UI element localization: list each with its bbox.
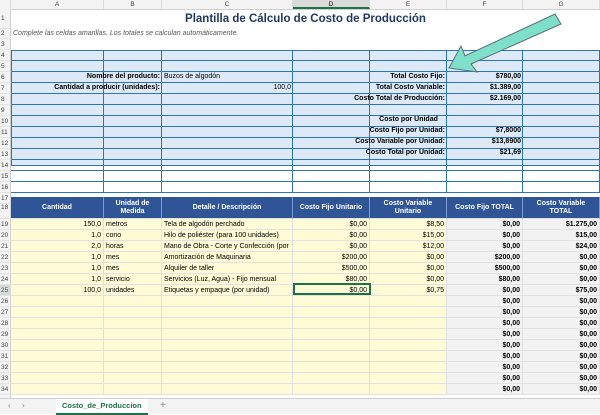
column-header-b[interactable]: B [104, 0, 162, 9]
row-number[interactable]: 28 [0, 318, 11, 329]
summary-cell[interactable] [162, 138, 293, 149]
summary-cell[interactable] [370, 160, 447, 171]
summary-cell[interactable] [293, 182, 370, 193]
cell-fijo-total[interactable]: $0,00 [447, 329, 523, 340]
summary-cell[interactable] [162, 105, 293, 116]
table-row [11, 263, 600, 274]
summary-cell[interactable] [523, 149, 600, 160]
cell-detalle[interactable] [162, 318, 293, 329]
total-production-value: $2.169,00 [489, 95, 521, 102]
cell-variable-unitario[interactable] [370, 340, 447, 351]
summary-cell[interactable] [162, 50, 293, 61]
cell-cantidad[interactable] [11, 296, 104, 307]
cell-fijo-unitario[interactable]: $0,00 [293, 230, 370, 241]
summary-cell[interactable] [447, 171, 523, 182]
summary-cell[interactable] [523, 105, 600, 116]
row-number[interactable]: 34 [0, 384, 11, 395]
summary-cell[interactable] [447, 182, 523, 193]
cell-fijo-unitario[interactable] [293, 351, 370, 362]
cell-variable-total[interactable]: $0,00 [523, 373, 600, 384]
cell-fijo-unitario[interactable] [293, 373, 370, 384]
row-number[interactable]: 24 [0, 274, 11, 285]
cost-per-unit-heading: Costo por Unidad [379, 116, 438, 123]
cell-variable-total[interactable]: $0,00 [523, 263, 600, 274]
cell-unidad[interactable]: unidades [104, 285, 162, 296]
cell-detalle[interactable] [162, 373, 293, 384]
cell-fijo-total[interactable]: $80,00 [447, 274, 523, 285]
summary-cell[interactable] [104, 116, 162, 127]
column-header-e[interactable]: E [370, 0, 447, 9]
summary-cell[interactable] [104, 182, 162, 193]
cell-variable-unitario[interactable]: $15,00 [370, 230, 447, 241]
table-row [11, 241, 600, 252]
cell-fijo-unitario[interactable]: $0,00 [293, 285, 370, 296]
summary-cell[interactable] [523, 182, 600, 193]
header-fijo-total: Costo Fijo TOTAL [447, 197, 523, 219]
summary-cell[interactable] [104, 160, 162, 171]
cell-fijo-total[interactable]: $0,00 [447, 241, 523, 252]
quantity-label: Cantidad a producir (unidades): [54, 84, 160, 91]
table-row [11, 373, 600, 384]
row-number[interactable]: 19 [0, 219, 11, 230]
summary-cell[interactable] [293, 61, 370, 72]
table-row [11, 230, 600, 241]
summary-cell[interactable] [523, 116, 600, 127]
cell-unidad[interactable]: mes [104, 263, 162, 274]
cell-fijo-unitario[interactable] [293, 362, 370, 373]
row-number[interactable]: 32 [0, 362, 11, 373]
cell-detalle[interactable] [162, 329, 293, 340]
next-sheet-icon[interactable]: › [22, 401, 25, 410]
cell-variable-total[interactable]: $0,00 [523, 351, 600, 362]
cell-variable-total[interactable]: $1.275,00 [523, 219, 600, 230]
cell-variable-unitario[interactable]: $0,75 [370, 285, 447, 296]
column-header-g[interactable]: G [523, 0, 600, 9]
cell-fijo-total[interactable]: $0,00 [447, 230, 523, 241]
summary-cell[interactable] [523, 160, 600, 171]
summary-cell[interactable] [523, 127, 600, 138]
row-number[interactable]: 33 [0, 373, 11, 384]
fixed-per-unit-value: $7,8000 [495, 127, 521, 134]
cell-fijo-total[interactable]: $0,00 [447, 384, 523, 395]
cell-unidad[interactable] [104, 307, 162, 318]
cell-unidad[interactable] [104, 318, 162, 329]
row-number[interactable]: 4 [0, 50, 11, 61]
row-number[interactable]: 17 [0, 193, 11, 204]
cell-cantidad[interactable] [11, 384, 104, 395]
cell-fijo-total[interactable]: $0,00 [447, 219, 523, 230]
cell-fijo-total[interactable]: $0,00 [447, 285, 523, 296]
table-row [11, 329, 600, 340]
cell-fijo-unitario[interactable] [293, 340, 370, 351]
row-number[interactable]: 29 [0, 329, 11, 340]
cell-fijo-total[interactable]: $0,00 [447, 362, 523, 373]
cell-variable-unitario[interactable] [370, 329, 447, 340]
total-production-label: Costo Total de Producción: [354, 95, 445, 102]
table-row [11, 307, 600, 318]
cell-variable-unitario[interactable] [370, 351, 447, 362]
cell-cantidad[interactable] [11, 351, 104, 362]
cell-unidad[interactable] [104, 362, 162, 373]
header-cantidad: Cantidad [11, 197, 104, 219]
header-variable-total: Costo Variable TOTAL [523, 197, 600, 219]
cell-fijo-unitario[interactable]: $0,00 [293, 241, 370, 252]
cell-detalle[interactable] [162, 362, 293, 373]
total-variable-label: Total Costo Variable: [375, 84, 445, 91]
cell-fijo-unitario[interactable]: $500,00 [293, 263, 370, 274]
total-variable-value: $1.389,00 [489, 84, 521, 91]
row-number[interactable]: 13 [0, 149, 11, 160]
table-row [11, 296, 600, 307]
cell-unidad[interactable]: metros [104, 219, 162, 230]
add-sheet-button[interactable]: + [160, 400, 166, 411]
header-variable-unitario: Costo Variable Unitario [370, 197, 447, 219]
cell-cantidad[interactable]: 150,0 [11, 219, 104, 230]
cell-fijo-total[interactable]: $0,00 [447, 307, 523, 318]
column-header-bar [0, 0, 600, 10]
cell-detalle[interactable]: Etiquetas y empaque (por unidad) [162, 285, 293, 296]
product-name-value[interactable]: Buzos de algodón [164, 73, 221, 80]
column-header-f[interactable]: F [447, 0, 523, 9]
table-row [11, 219, 600, 230]
summary-cell[interactable] [162, 182, 293, 193]
column-header-a[interactable]: A [11, 0, 104, 9]
table-row [11, 340, 600, 351]
cell-fijo-unitario[interactable]: $80,00 [293, 274, 370, 285]
table-row [11, 384, 600, 395]
summary-cell[interactable] [104, 105, 162, 116]
summary-cell[interactable] [11, 105, 104, 116]
row-number[interactable]: 2 [0, 29, 11, 39]
row-number[interactable]: 31 [0, 351, 11, 362]
summary-cell[interactable] [11, 127, 104, 138]
row-number[interactable]: 30 [0, 340, 11, 351]
cell-variable-total[interactable]: $0,00 [523, 307, 600, 318]
cell-detalle[interactable] [162, 340, 293, 351]
row-number[interactable]: 5 [0, 61, 11, 72]
cell-variable-total[interactable]: $0,00 [523, 340, 600, 351]
summary-cell[interactable] [447, 105, 523, 116]
table-row [11, 351, 600, 362]
cell-detalle[interactable] [162, 307, 293, 318]
summary-cell[interactable] [11, 149, 104, 160]
row-number[interactable]: 8 [0, 94, 11, 105]
header-fijo-unitario: Costo Fijo Unitario [293, 197, 370, 219]
cell-cantidad[interactable]: 1,0 [11, 230, 104, 241]
cell-variable-total[interactable]: $24,00 [523, 241, 600, 252]
cell-fijo-total[interactable]: $0,00 [447, 373, 523, 384]
cell-detalle[interactable]: Alquiler de taller [162, 263, 293, 274]
cell-variable-unitario[interactable]: $0,00 [370, 252, 447, 263]
total-per-unit-value: $21,69 [499, 149, 521, 156]
cell-variable-total[interactable]: $0,00 [523, 252, 600, 263]
cell-unidad[interactable] [104, 296, 162, 307]
total-fixed-label: Total Costo Fijo: [390, 73, 445, 80]
sheet-tab-costo[interactable]: Costo_de_Produccion [56, 399, 148, 415]
cell-cantidad[interactable] [11, 340, 104, 351]
cell-fijo-unitario[interactable] [293, 307, 370, 318]
cell-cantidad[interactable] [11, 373, 104, 384]
table-header-row [11, 197, 600, 219]
row-number[interactable]: 26 [0, 296, 11, 307]
row-number[interactable]: 20 [0, 230, 11, 241]
row-number[interactable]: 3 [0, 39, 11, 50]
summary-cell[interactable] [523, 83, 600, 94]
column-header-c[interactable]: C [162, 0, 293, 9]
cell-unidad[interactable] [104, 351, 162, 362]
cell-detalle[interactable] [162, 296, 293, 307]
summary-cell[interactable] [11, 171, 104, 182]
summary-cell[interactable] [104, 171, 162, 182]
cell-cantidad[interactable]: 2,0 [11, 241, 104, 252]
summary-cell[interactable] [162, 94, 293, 105]
cell-fijo-unitario[interactable]: $200,00 [293, 252, 370, 263]
summary-cell[interactable] [104, 138, 162, 149]
arrow-icon [447, 10, 567, 76]
total-per-unit-label: Costo Total por Unidad: [365, 149, 445, 156]
summary-cell[interactable] [11, 138, 104, 149]
summary-cell[interactable] [162, 149, 293, 160]
cell-variable-total[interactable]: $0,00 [523, 329, 600, 340]
cell-variable-total[interactable]: $0,00 [523, 362, 600, 373]
summary-cell[interactable] [370, 50, 447, 61]
cell-cantidad[interactable]: 1,0 [11, 274, 104, 285]
cell-cantidad[interactable] [11, 362, 104, 373]
summary-cell[interactable] [162, 160, 293, 171]
cell-fijo-unitario[interactable] [293, 296, 370, 307]
summary-cell[interactable] [162, 116, 293, 127]
summary-cell[interactable] [11, 50, 104, 61]
cell-fijo-total[interactable]: $500,00 [447, 263, 523, 274]
cell-variable-unitario[interactable] [370, 307, 447, 318]
cell-cantidad[interactable] [11, 307, 104, 318]
row-number[interactable]: 9 [0, 105, 11, 116]
row-number[interactable]: 14 [0, 160, 11, 171]
total-fixed-value: $780,00 [495, 73, 521, 80]
variable-per-unit-value: $13,8900 [491, 138, 521, 145]
cell-detalle[interactable]: Mano de Obra - Corte y Confección (por [162, 241, 293, 252]
summary-cell[interactable] [523, 171, 600, 182]
cell-detalle[interactable]: Servicios (Luz, Agua) - Fijo mensual [162, 274, 293, 285]
row-number[interactable]: 25 [0, 285, 11, 296]
cell-cantidad[interactable] [11, 329, 104, 340]
summary-cell[interactable] [370, 182, 447, 193]
row-number[interactable]: 22 [0, 252, 11, 263]
variable-per-unit-label: Costo Variable por Unidad: [355, 138, 445, 145]
row-number[interactable]: 1 [0, 9, 11, 29]
summary-cell[interactable] [104, 149, 162, 160]
summary-cell[interactable] [162, 127, 293, 138]
cell-unidad[interactable]: horas [104, 241, 162, 252]
cell-variable-unitario[interactable]: $0,00 [370, 274, 447, 285]
cell-detalle[interactable]: Hilo de poliéster (para 100 unidades) [162, 230, 293, 241]
summary-cell[interactable] [11, 160, 104, 171]
cell-fijo-total[interactable]: $0,00 [447, 340, 523, 351]
row-number[interactable]: 21 [0, 241, 11, 252]
cell-cantidad[interactable] [11, 318, 104, 329]
summary-cell[interactable] [293, 50, 370, 61]
cell-fijo-unitario[interactable] [293, 384, 370, 395]
table-row [11, 362, 600, 373]
product-name-label: Nombre del producto: [86, 73, 160, 80]
cell-fijo-total[interactable]: $0,00 [447, 296, 523, 307]
row-number[interactable]: 18 [0, 197, 11, 219]
cell-detalle[interactable]: Tela de algodón perchado [162, 219, 293, 230]
summary-cell[interactable] [370, 171, 447, 182]
summary-cell[interactable] [104, 94, 162, 105]
cell-cantidad[interactable]: 1,0 [11, 252, 104, 263]
cell-unidad[interactable]: mes [104, 252, 162, 263]
summary-cell[interactable] [11, 116, 104, 127]
cell-unidad[interactable] [104, 373, 162, 384]
cell-variable-total[interactable]: $75,00 [523, 285, 600, 296]
cell-variable-total[interactable]: $15,00 [523, 230, 600, 241]
row-number[interactable]: 27 [0, 307, 11, 318]
cell-unidad[interactable] [104, 384, 162, 395]
row-number[interactable]: 15 [0, 171, 11, 182]
row-number[interactable]: 10 [0, 116, 11, 127]
cell-variable-total[interactable]: $0,00 [523, 274, 600, 285]
summary-cell[interactable] [447, 160, 523, 171]
cell-variable-unitario[interactable] [370, 384, 447, 395]
prev-sheet-icon[interactable]: ‹ [8, 401, 11, 410]
row-number[interactable]: 7 [0, 83, 11, 94]
table-row [11, 318, 600, 329]
cell-fijo-total[interactable]: $0,00 [447, 318, 523, 329]
sheet-tab-bar [0, 398, 600, 414]
cell-variable-unitario[interactable]: $0,00 [370, 263, 447, 274]
quantity-value[interactable]: 100,0 [273, 84, 291, 91]
cell-variable-total[interactable]: $0,00 [523, 384, 600, 395]
summary-cell[interactable] [293, 105, 370, 116]
cell-fijo-total[interactable]: $200,00 [447, 252, 523, 263]
summary-cell[interactable] [11, 94, 104, 105]
page-title: Plantilla de Cálculo de Costo de Producción [185, 13, 426, 25]
cell-variable-unitario[interactable]: $8,50 [370, 219, 447, 230]
cell-cantidad[interactable]: 100,0 [11, 285, 104, 296]
cell-unidad[interactable]: servicio [104, 274, 162, 285]
table-row [11, 252, 600, 263]
summary-cell[interactable] [162, 171, 293, 182]
summary-cell[interactable] [523, 138, 600, 149]
cell-fijo-total[interactable]: $0,00 [447, 351, 523, 362]
cell-cantidad[interactable]: 1,0 [11, 263, 104, 274]
cell-variable-total[interactable]: $0,00 [523, 318, 600, 329]
cell-detalle[interactable] [162, 351, 293, 362]
summary-cell[interactable] [523, 94, 600, 105]
cell-fijo-unitario[interactable]: $0,00 [293, 219, 370, 230]
cell-variable-unitario[interactable]: $12,00 [370, 241, 447, 252]
fixed-per-unit-label: Costo Fijo por Unidad: [369, 127, 445, 134]
selected-cell[interactable] [293, 283, 371, 295]
summary-cell[interactable] [104, 127, 162, 138]
row-number[interactable]: 16 [0, 182, 11, 193]
cell-variable-unitario[interactable] [370, 318, 447, 329]
row-number[interactable]: 23 [0, 263, 11, 274]
row-number[interactable]: 6 [0, 72, 11, 83]
instructions-text: Complete las celdas amarillas. Los totales se calculan automáticamente. [13, 30, 239, 37]
cell-fijo-unitario[interactable] [293, 318, 370, 329]
cell-variable-unitario[interactable] [370, 373, 447, 384]
summary-cell[interactable] [293, 72, 370, 83]
summary-cell[interactable] [11, 182, 104, 193]
cell-fijo-unitario[interactable] [293, 329, 370, 340]
cell-unidad[interactable] [104, 340, 162, 351]
row-number[interactable]: 12 [0, 138, 11, 149]
cell-detalle[interactable] [162, 384, 293, 395]
row-number[interactable]: 11 [0, 127, 11, 138]
cell-unidad[interactable] [104, 329, 162, 340]
summary-cell[interactable] [293, 160, 370, 171]
cell-unidad[interactable]: cono [104, 230, 162, 241]
cell-variable-unitario[interactable] [370, 362, 447, 373]
header-unidad: Unidad de Medida [104, 197, 162, 219]
select-all-corner[interactable] [0, 0, 11, 9]
summary-cell[interactable] [104, 50, 162, 61]
cell-variable-unitario[interactable] [370, 296, 447, 307]
cell-detalle[interactable]: Amortización de Maquinaria [162, 252, 293, 263]
cell-variable-total[interactable]: $0,00 [523, 296, 600, 307]
summary-cell[interactable] [293, 171, 370, 182]
column-header-d[interactable]: D [293, 0, 370, 9]
header-detalle: Detalle / Descripción [162, 197, 293, 219]
